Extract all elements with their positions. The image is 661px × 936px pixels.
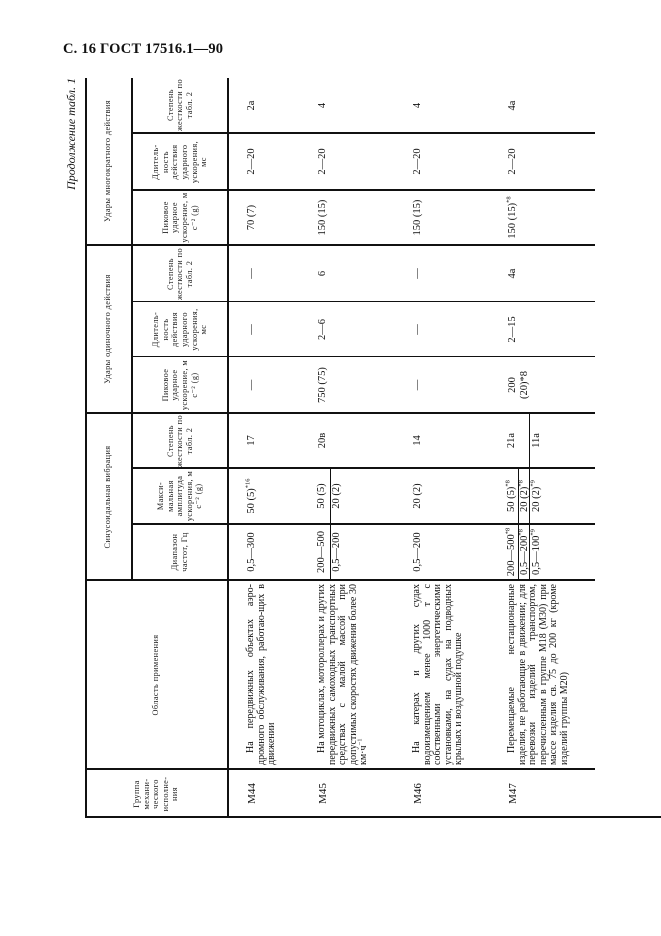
vib-severity: 17 — [246, 435, 257, 446]
max-amplitude: 50 $(5)^{*16}$ — [244, 478, 257, 514]
page-header: С. 16 ГОСТ 17516.1—90 — [63, 41, 224, 57]
header-area: Область применения — [151, 634, 161, 716]
vib-severity: 14 — [412, 435, 423, 446]
single-peak: — — [246, 379, 257, 391]
freq-range: 200—500 0,5—200 — [316, 531, 342, 573]
group-code: М46 — [412, 783, 424, 804]
multi-peak: 150 $(15)^{*8}$ — [505, 196, 518, 239]
single-peak: 200 (20)*8 — [507, 371, 530, 399]
header-single-peak: Пиковое ударное ускорение, м с⁻² (g) — [160, 359, 199, 411]
multi-peak: 150 (15) — [412, 199, 423, 236]
area-description: Перемещаемые нестационарные изделия, не работающие в движении; для перевозки изделий транспортом, перечисленным в группе М18 (М30) при массе изделия св. 75 до 200 кг (кроме изделий группы М20) — [506, 584, 570, 765]
multi-severity: 4 — [317, 102, 328, 109]
group-code: М47 — [507, 783, 519, 804]
freq-range: 0,5—200 — [412, 532, 423, 572]
continuation-table-1 — [64, 78, 595, 818]
header-multi-severity: Степень жесткости по табл. 2 — [165, 79, 194, 131]
header-vibration: Синусоидальная вибрация — [103, 445, 113, 549]
multi-duration: 2—20 — [412, 148, 423, 175]
single-severity: 6 — [317, 270, 328, 277]
group-code: М45 — [317, 783, 329, 804]
header-multi-duration: Длитель-ность действия ударного ускорения, мс — [151, 140, 209, 184]
single-peak: — — [412, 379, 423, 391]
header-multi-shock: Удары многократного действия — [103, 100, 113, 222]
multi-severity: 4 — [412, 102, 423, 109]
multi-duration: 2—20 — [317, 148, 328, 175]
area-description: На передвижных объектах аэро-дромного обслуживания, работаю-щих в движении — [245, 584, 278, 765]
single-severity: — — [246, 268, 257, 279]
single-duration: — — [412, 324, 423, 335]
header-max-amplitude: Макси-мальная амплитуда ускорения, м с⁻² (g) — [156, 470, 204, 522]
column-divider — [132, 132, 595, 134]
header-single-severity: Степень жесткости по табл. 2 — [165, 248, 194, 300]
single-duration: — — [246, 324, 257, 335]
max-amplitude: 50 (5) 20 (2) — [316, 483, 342, 509]
header-single-shock: Удары одиночного действия — [103, 274, 113, 384]
header-freq-range: Диапазон частот, Гц — [170, 532, 189, 572]
header-multi-peak: Пиковое ударное ускорение, м с⁻² (g) — [160, 192, 199, 243]
header-group: Группа механи-ческого исполне-ния — [132, 776, 180, 812]
max-amplitude: 50 $(5)^{*8}$ 20 $(2)^{*8}$ 20 $(2)^{*9}$ — [504, 480, 542, 512]
column-divider — [132, 301, 595, 302]
single-severity: — — [412, 268, 423, 279]
single-severity: 4а — [507, 268, 518, 279]
single-duration: 2—15 — [507, 316, 518, 343]
header-single-duration: Длитель-ность действия ударного ускорения, мс — [151, 308, 209, 351]
freq-range: 200—500$^{*8}$ 0,5—200$^{*8}$ 0,5—100$^{*9}$ — [504, 527, 542, 577]
multi-severity: 4а — [507, 100, 518, 111]
header-vib-severity: Степень жесткости по табл. 2 — [165, 415, 194, 467]
single-duration: 2—6 — [317, 319, 328, 340]
group-code: М44 — [246, 783, 258, 804]
area-description: На мотоциклах, мотороллерах и других передвижных самоходных транспортных средствах с малой массой при допустимых скоростях движения более 30 $км\cdot ч^{-1}$ — [316, 584, 370, 765]
single-peak: 750 (75) — [317, 367, 328, 403]
multi-severity: 2а — [246, 100, 257, 111]
multi-duration: 2—20 — [507, 148, 518, 175]
multi-duration: 2—20 — [246, 148, 257, 175]
vib-severity: 21а 11а — [506, 432, 542, 449]
max-amplitude: 20 (2) — [412, 483, 423, 509]
multi-peak: 150 (15) — [317, 199, 328, 236]
freq-range: 0,5—300 — [246, 532, 257, 572]
vib-severity: 20в — [317, 432, 328, 449]
area-description: На катерах и других судах водоизмещением менее 1000 т с собственными энергетическими установками, на судах на подводных крыльях и воздушной подушке — [411, 584, 465, 765]
multi-peak: 70 (7) — [246, 204, 257, 231]
table-caption: Продолжение табл. 1 — [64, 78, 78, 190]
